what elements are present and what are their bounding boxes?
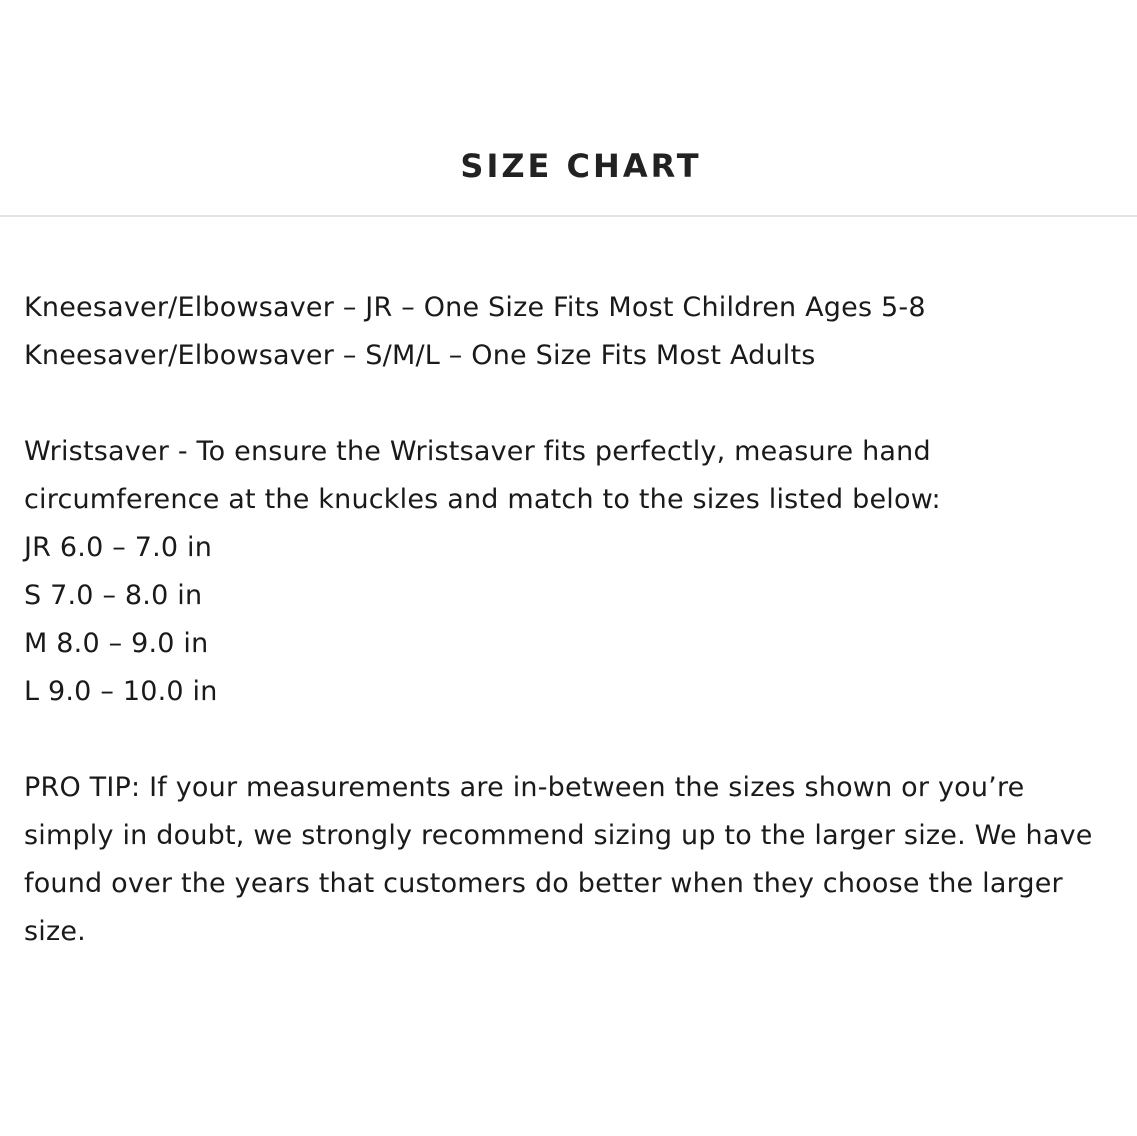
kneesaver-jr-line: Kneesaver/Elbowsaver – JR – One Size Fits Most Children Ages 5-8 <box>24 292 926 323</box>
modal-header <box>0 0 1137 217</box>
wristsaver-intro-line-2: circumference at the knuckles and match to the sizes listed below: <box>24 484 941 515</box>
wristsaver-intro-line-1: Wristsaver - To ensure the Wristsaver fits perfectly, measure hand <box>24 436 931 467</box>
modal-title: SIZE CHART <box>460 147 702 185</box>
pro-tip-line-4: size. <box>24 916 86 947</box>
spacer <box>24 716 1124 764</box>
size-chart-content <box>24 284 1124 956</box>
wrist-size-jr: JR 6.0 – 7.0 in <box>24 532 213 563</box>
spacer <box>24 380 1124 428</box>
wrist-size-m: M 8.0 – 9.0 in <box>24 628 209 659</box>
pro-tip-line-3: found over the years that customers do better when they choose the larger <box>24 868 1063 899</box>
pro-tip-line-1: PRO TIP: If your measurements are in-between the sizes shown or you’re <box>24 772 1025 803</box>
wrist-size-l: L 9.0 – 10.0 in <box>24 676 218 707</box>
kneesaver-sml-line: Kneesaver/Elbowsaver – S/M/L – One Size Fits Most Adults <box>24 340 816 371</box>
pro-tip-line-2: simply in doubt, we strongly recommend sizing up to the larger size. We have <box>24 820 1093 851</box>
wrist-size-s: S 7.0 – 8.0 in <box>24 580 203 611</box>
